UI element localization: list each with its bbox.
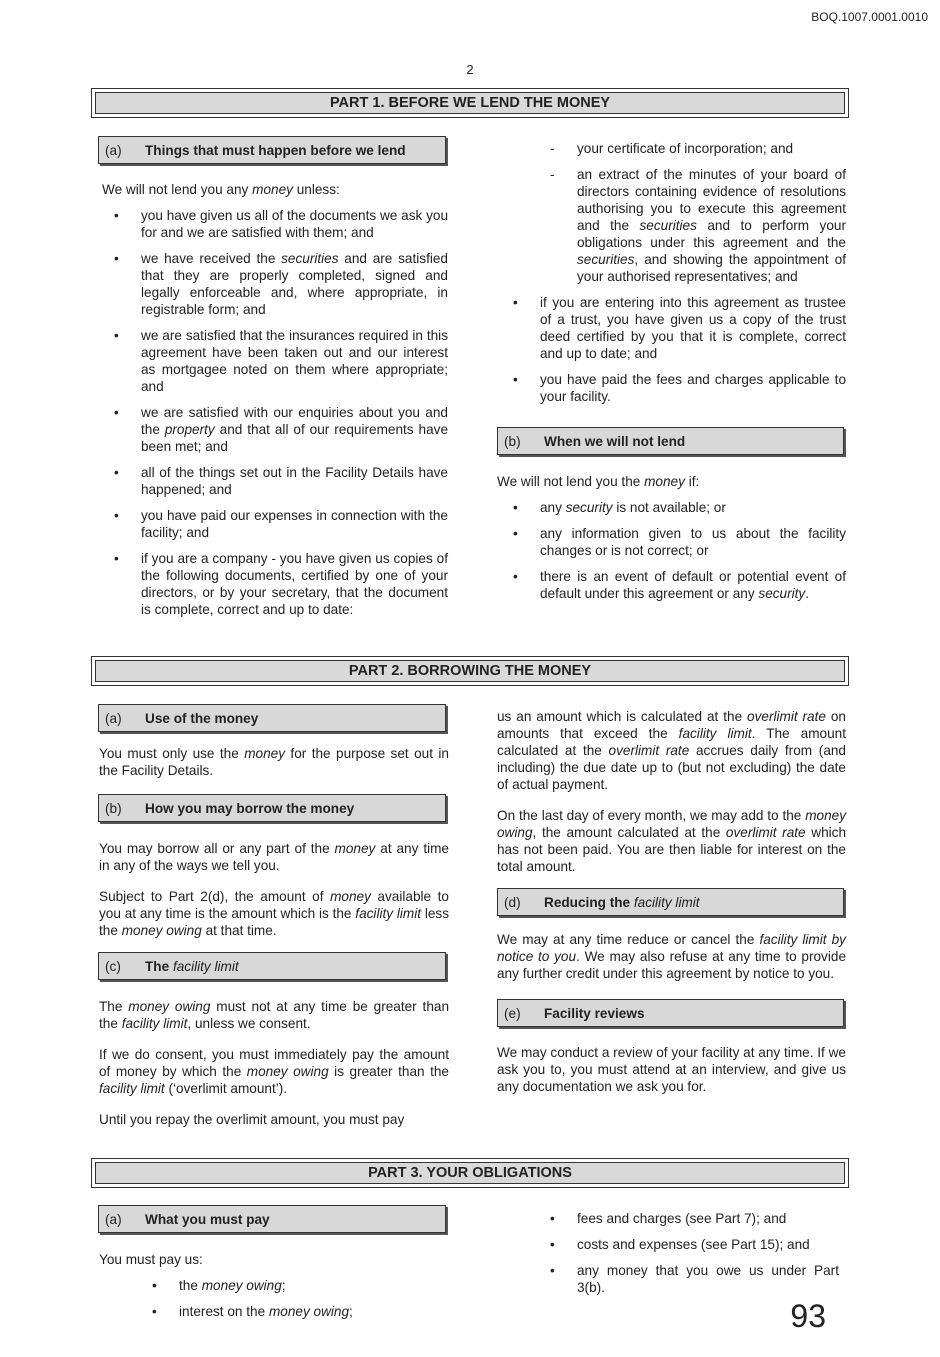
part3-a-title: What you must pay	[145, 1211, 270, 1227]
part3-a-heading	[98, 1205, 446, 1233]
page-number: 2	[466, 62, 474, 77]
part2-e-heading	[497, 999, 844, 1027]
part1-b-bullet-list	[513, 499, 846, 611]
list-item: • the money owing;	[152, 1278, 286, 1293]
list-item: • all of the things set out in the Facility Details have happened; and	[114, 465, 448, 497]
part1-a-heading	[98, 136, 446, 164]
paragraph: us an amount which is calculated at the overlimit rate on amounts that exceed the facility limit. The amount calculated at the overlimit rate accrues daily from (and including) the due date up to (but not excluding) the date of actual payment.	[497, 709, 846, 792]
part2-a-letter: (a)	[105, 710, 122, 726]
part2-e-title: Facility reviews	[544, 1005, 645, 1021]
list-item: • costs and expenses (see Part 15); and	[550, 1237, 810, 1252]
part1-a-more-bullets	[513, 294, 846, 414]
list-item: • if you are entering into this agreement as trustee of a trust, you have given us a copy of the trust deed certified by you that it is complete, correct and up to date; and	[513, 295, 846, 361]
part2-d-letter: (d)	[504, 894, 521, 910]
part2-b-heading	[98, 794, 446, 822]
list-item: • any security is not available; or	[513, 500, 726, 515]
part2-c-heading	[98, 952, 446, 980]
part2-b-title: How you may borrow the money	[145, 800, 355, 816]
part2-d-title: Reducing the facility limit	[544, 894, 700, 910]
list-item: • you have paid our expenses in connection with the facility; and	[114, 508, 448, 540]
paragraph: If we do consent, you must immediately pay the amount of money by which the money owing is greater than the facility limit (‘overlimit amount’).	[99, 1047, 449, 1096]
part2-a-text: You must only use the money for the purpose set out in the Facility Details.	[99, 746, 449, 778]
part2-c-continued	[497, 708, 846, 889]
part1-b-letter: (b)	[504, 433, 521, 449]
part1-title: PART 1. BEFORE WE LEND THE MONEY	[95, 92, 845, 114]
part1-b-heading	[497, 427, 844, 455]
intro-term: money	[252, 182, 293, 197]
part2-header	[91, 656, 849, 686]
intro-text: unless:	[292, 182, 340, 197]
part3-a-bullet-list	[152, 1277, 449, 1329]
part1-header	[91, 88, 849, 118]
part1-a-bullet-list	[114, 207, 448, 627]
part1-a-dash-list	[550, 140, 846, 294]
document-id: BOQ.1007.0001.0010	[811, 10, 928, 24]
list-item: • if you are a company - you have given us copies of the following documents, certified by one of your directors, or by your secretary, that the document is complete, correct and up to date:	[114, 551, 448, 617]
list-item: • interest on the money owing;	[152, 1304, 353, 1319]
part3-a-right-bullets	[550, 1210, 839, 1305]
part1-b-intro: We will not lend you the money if:	[497, 474, 700, 489]
part1-a-letter: (a)	[105, 142, 122, 158]
part2-a-heading	[98, 704, 446, 732]
list-item: • any money that you owe us under Part 3(b).	[550, 1263, 839, 1295]
part2-c-letter: (c)	[105, 958, 121, 974]
part2-title: PART 2. BORROWING THE MONEY	[95, 660, 845, 682]
paragraph: On the last day of every month, we may add to the money owing, the amount calculated at the overlimit rate which has not been paid. You are then liable for interest on the total amount.	[497, 808, 846, 874]
list-item: - an extract of the minutes of your board of directors containing evidence of resolutions authorising you to execute this agreement and the securities and to perform your obligations under this agreement and the securities, and showing the appointment of your authorised representatives; and	[550, 167, 846, 284]
part3-header	[91, 1158, 849, 1188]
list-item: • there is an event of default or potential event of default under this agreement or any security.	[513, 569, 846, 601]
paragraph: The money owing must not at any time be greater than the facility limit, unless we consent.	[99, 999, 449, 1031]
part2-d-heading	[497, 888, 844, 916]
list-item: • you have paid the fees and charges applicable to your facility.	[513, 372, 846, 404]
list-item: • any information given to us about the facility changes or is not correct; or	[513, 526, 846, 558]
part2-b-text	[99, 840, 449, 953]
footer-page-number: 93	[790, 1298, 826, 1334]
intro-text: We will not lend you any	[102, 182, 253, 197]
part2-c-text	[99, 998, 449, 1142]
part2-d-text: We may at any time reduce or cancel the facility limit by notice to you. We may also refuse at any time to provide any further credit under this agreement by notice to you.	[497, 932, 846, 981]
part2-e-text: We may conduct a review of your facility at any time. If we ask you to, you must attend at an interview, and give us any documentation we ask you for.	[497, 1045, 846, 1094]
part2-b-letter: (b)	[105, 800, 122, 816]
part1-a-intro	[102, 181, 452, 198]
list-item: • you have given us all of the documents we ask you for and we are satisfied with them; and	[114, 208, 448, 240]
paragraph: Until you repay the overlimit amount, you must pay	[99, 1112, 405, 1127]
list-item: • we have received the securities and are satisfied that they are properly completed, signed and legally enforceable and, where appropriate, in registrable form; and	[114, 251, 448, 317]
list-item: • we are satisfied with our enquiries about you and the property and that all of our requirements have been met; and	[114, 405, 448, 454]
list-item: • we are satisfied that the insurances required in this agreement have been taken out and our interest as mortgagee noted on them where appropriate; and	[114, 328, 448, 394]
part3-a-intro: You must pay us:	[99, 1252, 203, 1267]
part3-a-letter: (a)	[105, 1211, 122, 1227]
part1-a-title: Things that must happen before we lend	[145, 142, 406, 158]
part3-title: PART 3. YOUR OBLIGATIONS	[95, 1162, 845, 1184]
list-item: • fees and charges (see Part 7); and	[550, 1211, 787, 1226]
part2-c-title: The facility limit	[145, 958, 239, 974]
part2-a-title: Use of the money	[145, 710, 259, 726]
part2-e-letter: (e)	[504, 1005, 521, 1021]
list-item: - your certificate of incorporation; and	[550, 141, 794, 156]
part1-b-title: When we will not lend	[544, 433, 686, 449]
paragraph: Subject to Part 2(d), the amount of money available to you at any time is the amount which is the facility limit less the money owing at that time.	[99, 889, 449, 938]
paragraph: You may borrow all or any part of the money at any time in any of the ways we tell you.	[99, 841, 449, 873]
